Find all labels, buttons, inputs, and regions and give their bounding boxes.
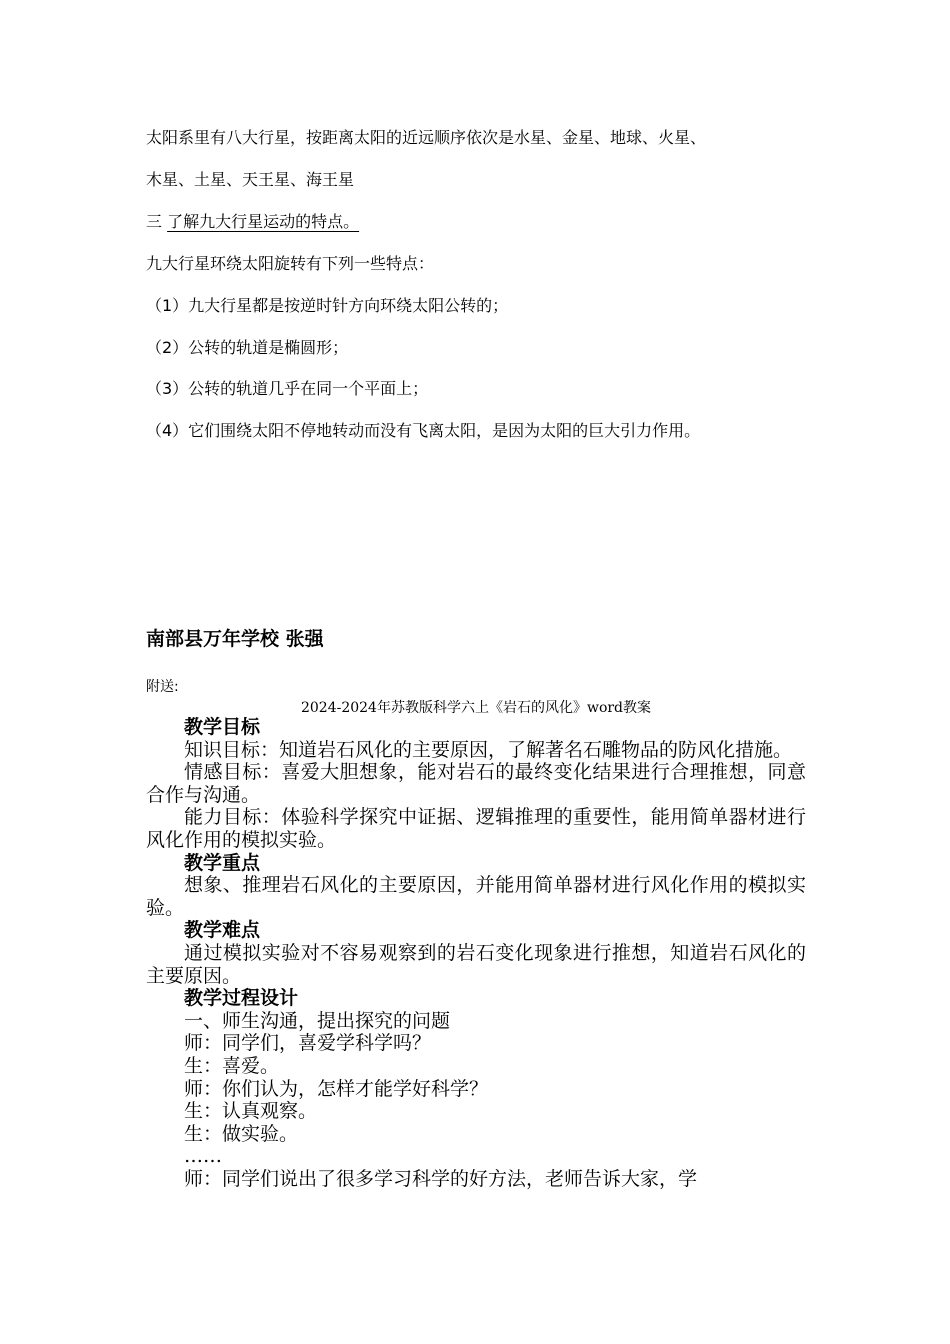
process-heading: 教学过程设计	[184, 987, 299, 1010]
goal-ability: 能力目标：体验科学探究中证据、逻辑推理的重要性，能用简单器材进行风化作用的模拟实验。	[146, 806, 806, 851]
features-intro: 九大行星环绕太阳旋转有下列一些特点：	[146, 254, 435, 273]
dialogue-line: 师：你们认为，怎样才能学好科学？	[184, 1077, 489, 1100]
key-text: 想象、推理岩石风化的主要原因，并能用简单器材进行风化作用的模拟实验。	[146, 874, 806, 919]
dialogue-line: ……	[184, 1145, 222, 1168]
goal-heading: 教学目标	[184, 716, 261, 738]
planets-order-line-2: 木星、土星、天王星、海王星	[146, 170, 355, 189]
feature-point-2: （2）公转的轨道是椭圆形；	[146, 338, 349, 357]
section-heading	[146, 211, 359, 233]
difficulty-text: 通过模拟实验对不容易观察到的岩石变化现象进行推想，知道岩石风化的主要原因。	[146, 941, 806, 987]
dialogue-line: 生：喜爱。	[184, 1054, 280, 1077]
feature-point-4: （4）它们围绕太阳不停地转动而没有飞离太阳，是因为太阳的巨大引力作用。	[146, 421, 701, 440]
feature-point-1: （1）九大行星都是按逆时针方向环绕太阳公转的；	[146, 296, 509, 315]
dialogue-line: 师：同学们说出了很多学习科学的好方法，老师告诉大家，学	[184, 1167, 698, 1190]
dialogue-line: 生：认真观察。	[184, 1100, 318, 1123]
section-heading-text: 了解九大行星运动的特点。	[167, 212, 360, 231]
goal-emotion: 情感目标：喜爱大胆想象，能对岩石的最终变化结果进行合理推想，同意合作与沟通。	[146, 761, 806, 806]
lesson-plan-body	[146, 716, 806, 1190]
attachment-title: 2024-2024年苏教版科学六上《岩石的风化》word教案	[300, 700, 652, 716]
dialogue-line: 师：同学们，喜爱学科学吗？	[184, 1032, 432, 1055]
attachment-label: 附送:	[146, 679, 179, 695]
planets-order-line-1: 太阳系里有八大行星，按距离太阳的近远顺序依次是水星、金星、地球、火星、	[146, 128, 707, 147]
key-heading: 教学重点	[184, 851, 261, 874]
dialogue-line: 生：做实验。	[184, 1122, 299, 1145]
difficulty-heading: 教学难点	[184, 919, 261, 942]
author-signature: 南部县万年学校 张强	[146, 628, 324, 650]
feature-point-3: （3）公转的轨道几乎在同一个平面上；	[146, 379, 429, 398]
process-step-1: 一、师生沟通，提出探究的问题	[184, 1009, 451, 1032]
section-heading-number: 三	[146, 212, 168, 231]
goal-knowledge: 知识目标：知道岩石风化的主要原因，了解著名石雕物品的防风化措施。	[184, 738, 793, 761]
